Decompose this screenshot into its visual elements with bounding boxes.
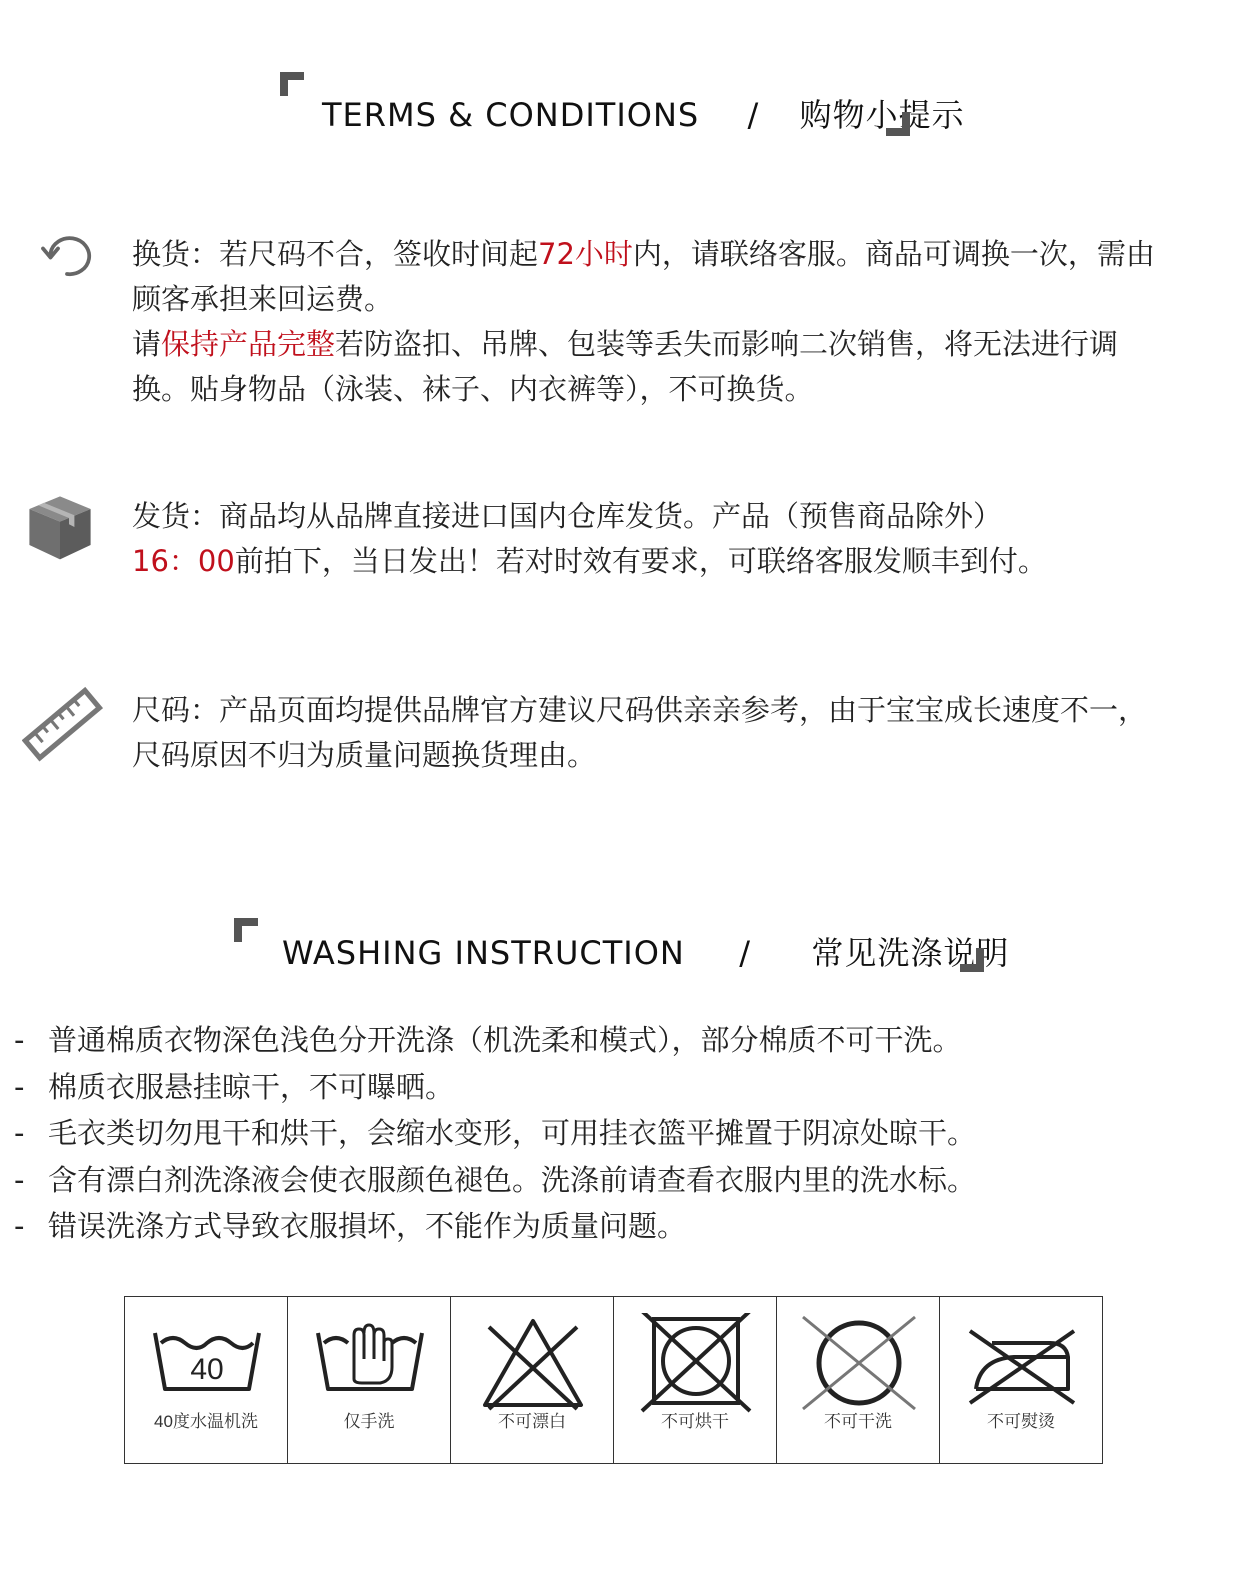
washing-heading-en: WASHING INSTRUCTION (282, 934, 685, 972)
shipping-text (132, 494, 1192, 584)
list-item (14, 1017, 1224, 1064)
return-arrow-icon (32, 232, 102, 292)
exchange-p2-pre: 请 (132, 327, 162, 361)
terms-heading-en: TERMS & CONDITIONS (322, 96, 700, 134)
care-label: 40度水温机洗 (154, 1412, 258, 1431)
care-label: 不可烘干 (661, 1412, 729, 1431)
exchange-highlight-intact: 保持产品完整 (161, 327, 336, 361)
corner-mark-bottom-right (886, 112, 910, 136)
care-label: 仅手洗 (343, 1412, 395, 1431)
no-bleach-icon (473, 1313, 593, 1413)
terms-heading (0, 72, 1240, 142)
exchange-p1-pre: 换货：若尺码不合，签收时间起 (132, 237, 539, 271)
corner-mark-top-left (280, 72, 304, 96)
care-cell (125, 1297, 288, 1464)
exchange-text (132, 232, 1162, 412)
no-tumble-dry-icon (636, 1313, 756, 1413)
list-item (14, 1110, 1224, 1157)
no-dry-clean-icon (799, 1313, 919, 1413)
ruler-icon (22, 684, 104, 766)
washing-heading-cn: 常见洗涤说明 (811, 934, 1010, 972)
bullet-dash: - (14, 1162, 25, 1197)
washing-item-text: 棉质衣服悬挂晾干，不可曝晒。 (48, 1069, 455, 1104)
shipping-highlight-time: 16：00 (132, 544, 235, 578)
care-cell (451, 1297, 614, 1464)
bullet-dash: - (14, 1116, 25, 1150)
washing-list (14, 1017, 1224, 1250)
care-label: 不可熨烫 (987, 1412, 1055, 1431)
machine-wash-40-icon (147, 1313, 267, 1413)
bullet-dash: - (14, 1069, 25, 1104)
package-box-icon (24, 488, 96, 566)
terms-heading-cn: 购物小提示 (799, 96, 965, 134)
washing-item-text: 毛衣类切勿甩干和烘干，会缩水变形，可用挂衣篮平摊置于阴凉处晾干。 (48, 1116, 977, 1150)
no-iron-icon (962, 1313, 1082, 1413)
terms-heading-text (322, 90, 965, 136)
exchange-p2-post: 若防盗扣、吊牌、包装等丢失而影响二次销售，将无法进行调换。贴身物品（泳装、袜子、内衣裤等），不可换货。 (132, 327, 1119, 406)
care-label: 不可干洗 (824, 1412, 892, 1431)
list-item (14, 1203, 1224, 1250)
terms-heading-separator: / (747, 96, 760, 134)
exchange-p1-post: 内，请联络客服。商品可调换一次，需由顾客承担来回运费。 (132, 237, 1155, 316)
size-text (132, 688, 1152, 778)
care-cell (288, 1297, 451, 1464)
washing-item-text: 含有漂白剂洗涤液会使衣服颜色褪色。洗涤前请查看衣服内里的洗水标。 (48, 1162, 977, 1197)
washing-heading-separator: / (739, 934, 751, 972)
exchange-paragraph-2 (132, 322, 1162, 412)
wash-temperature-number: 40 (190, 1353, 224, 1386)
size-paragraph: 尺码：产品页面均提供品牌官方建议尺码供亲亲参考，由于宝宝成长速度不一，尺码原因不归为质量问题换货理由。 (132, 693, 1148, 772)
care-symbols-table (124, 1296, 1103, 1464)
washing-item-text: 错误洗涤方式导致衣服損坏，不能作为质量问题。 (48, 1209, 687, 1243)
care-cell (614, 1297, 777, 1464)
exchange-paragraph-1 (132, 232, 1162, 322)
bullet-dash: - (14, 1209, 25, 1243)
washing-heading (0, 918, 1240, 988)
corner-mark-bottom-right (960, 948, 984, 972)
corner-mark-top-left (234, 918, 258, 942)
washing-heading-text (282, 928, 1009, 974)
bullet-dash: - (14, 1023, 25, 1057)
exchange-highlight-72h: 72小时 (538, 237, 633, 271)
shipping-paragraph-2 (132, 539, 1192, 584)
list-item (14, 1157, 1224, 1204)
washing-item-text: 普通棉质衣物深色浅色分开洗涤（机洗柔和模式），部分棉质不可干洗。 (48, 1023, 962, 1057)
care-cell (777, 1297, 940, 1464)
shipping-p2-post: 前拍下，当日发出！若对时效有要求，可联络客服发顺丰到付。 (234, 544, 1047, 578)
care-label: 不可漂白 (498, 1412, 566, 1431)
list-item (14, 1064, 1224, 1111)
shipping-paragraph-1: 发货：商品均从品牌直接进口国内仓库发货。产品（预售商品除外） (132, 499, 1003, 533)
care-cell (940, 1297, 1103, 1464)
hand-wash-icon (310, 1313, 430, 1413)
